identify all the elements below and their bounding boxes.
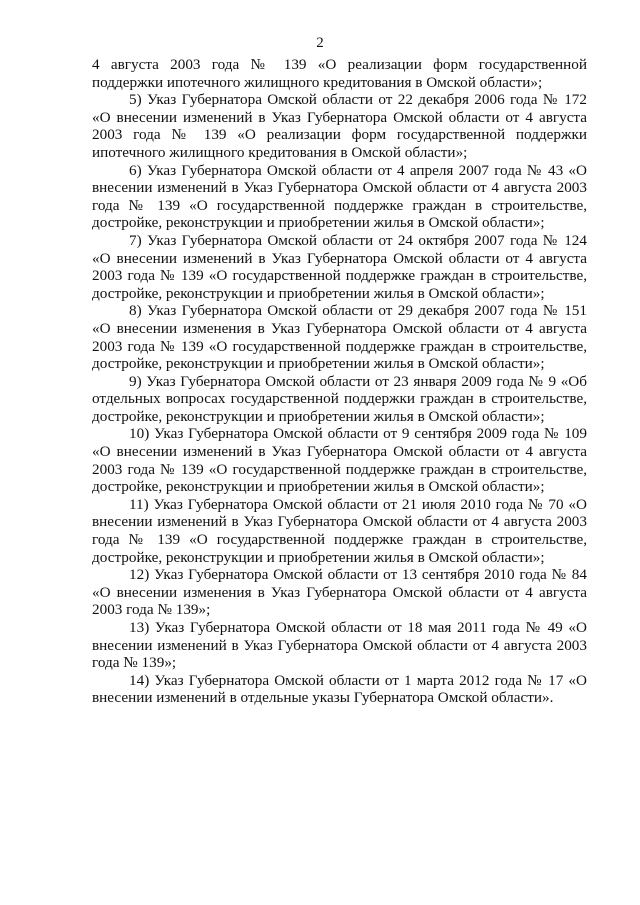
list-item-6: 6) Указ Губернатора Омской области от 4 апреля 2007 года № 43 «О внесении изменений в Указ Губернатора Омской области от 4 августа 2003 года № 139 «О государственной поддержке граждан в строительстве, достройке, реконструкции и приобретении жилья в Омской области»; [92,161,587,232]
page-number: 2 [316,35,324,51]
list-item-11: 11) Указ Губернатора Омской области от 21 июля 2010 года № 70 «О внесении изменений в Указ Губернатора Омской области от 4 августа 2003 года № 139 «О государственной поддержке граждан в строительстве, достройке, реконструкции и приобретении жилья в Омской области»; [92,495,587,566]
paragraph-continuation: 4 августа 2003 года № 139 «О реализации форм государственной поддержки ипотечного жилищного кредитования в Омской области»; [92,56,587,91]
list-item-8: 8) Указ Губернатора Омской области от 29 декабря 2007 года № 151 «О внесении изменения в Указ Губернатора Омской области от 4 августа 2003 года № 139 «О государственной поддержке граждан в строительстве, достройке, реконструкции и приобретении жилья в Омской области»; [92,302,587,373]
list-item-7: 7) Указ Губернатора Омской области от 24 октября 2007 года № 124 «О внесении изменений в Указ Губернатора Омской области от 4 августа 2003 года № 139 «О государственной поддержке граждан в строительстве, достройке, реконструкции и приобретении жилья в Омской области»; [92,231,587,302]
list-item-12: 12) Указ Губернатора Омской области от 13 сентября 2010 года № 84 «О внесении изменения в Указ Губернатора Омской области от 4 августа 2003 года № 139»; [92,566,587,619]
list-item-9: 9) Указ Губернатора Омской области от 23 января 2009 года № 9 «Об отдельных вопросах государственной поддержки граждан в строительстве, достройке, реконструкции и приобретении жилья в Омской области»; [92,372,587,425]
list-item-13: 13) Указ Губернатора Омской области от 18 мая 2011 года № 49 «О внесении изменений в Указ Губернатора Омской области от 4 августа 2003 года № 139»; [92,619,587,672]
list-item-14: 14) Указ Губернатора Омской области от 1 марта 2012 года № 17 «О внесении изменений в отдельные указы Губернатора Омской области». [92,671,587,707]
list-item-5: 5) Указ Губернатора Омской области от 22 декабря 2006 года № 172 «О внесении изменений в Указ Губернатора Омской области от 4 августа 2003 года № 139 «О реализации форм государственной поддержки ипотечного жилищного кредитования в Омской области»; [92,91,587,161]
list-item-10: 10) Указ Губернатора Омской области от 9 сентября 2009 года № 109 «О внесении изменений в Указ Губернатора Омской области от 4 августа 2003 года № 139 «О государственной поддержке граждан в строительстве, достройке, реконструкции и приобретении жилья в Омской области»; [92,425,587,496]
document-body [92,56,587,707]
